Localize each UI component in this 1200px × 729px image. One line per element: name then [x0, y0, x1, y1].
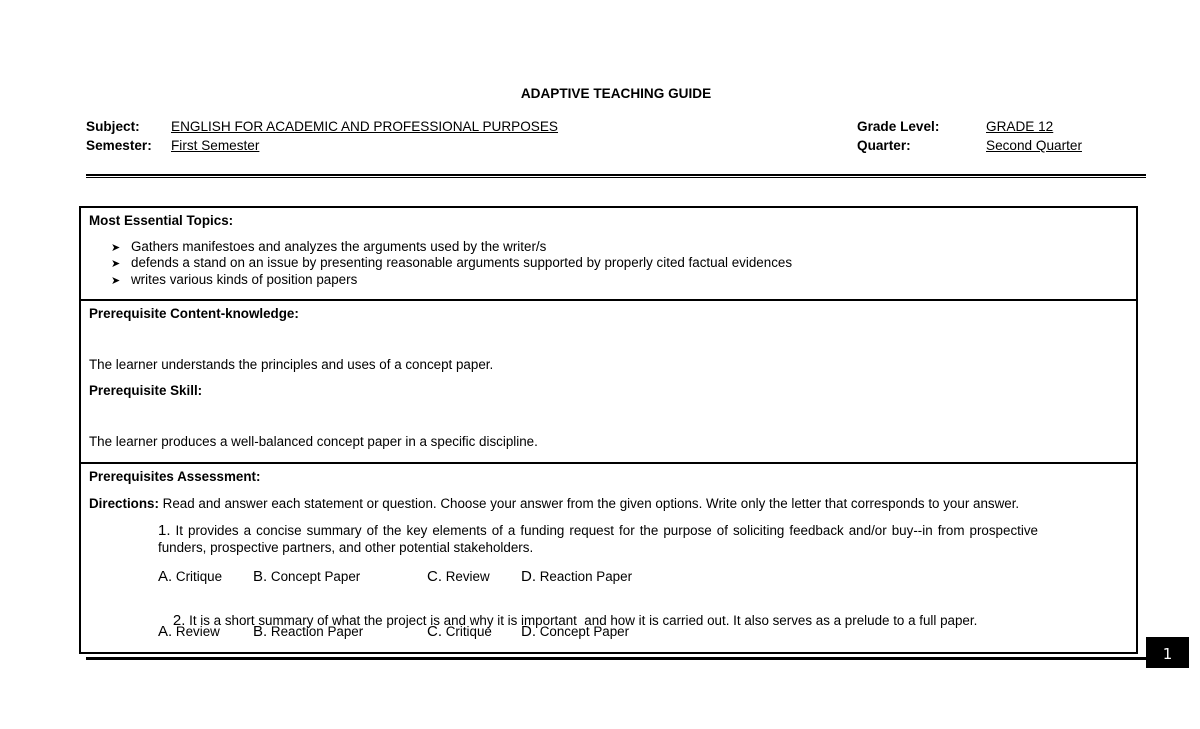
question-1 [158, 522, 1038, 556]
semester-label: Semester: [86, 138, 152, 153]
essential-topics-section [79, 206, 1138, 301]
list-item: ➤ Gathers manifestoes and analyzes the arguments used by the writer/s [111, 239, 547, 254]
option-c: C. Review [427, 568, 490, 585]
prerequisite-skill-heading: Prerequisite Skill: [89, 383, 203, 398]
page-number: 1 [1146, 637, 1189, 668]
option-a: A. Review [158, 623, 220, 640]
subject-value: ENGLISH FOR ACADEMIC AND PROFESSIONAL PURPOSES [171, 119, 559, 134]
directions [89, 496, 1019, 511]
arrow-bullet-icon: ➤ [111, 258, 121, 270]
option-d: D. Concept Paper [521, 623, 630, 640]
arrow-bullet-icon: ➤ [111, 242, 121, 254]
semester-value: First Semester [171, 138, 260, 153]
subject-label: Subject: [86, 119, 140, 134]
prerequisite-content-text: The learner understands the principles and uses of a concept paper. [89, 357, 494, 372]
prerequisite-skill-text: The learner produces a well-balanced concept paper in a specific discipline. [89, 434, 538, 449]
prerequisite-content-heading: Prerequisite Content-knowledge: [89, 306, 299, 321]
assessment-section [79, 462, 1138, 654]
essential-topics-heading: Most Essential Topics: [89, 213, 234, 228]
grade-level-value: GRADE 12 [986, 119, 1054, 134]
option-d: D. Reaction Paper [521, 568, 633, 585]
question-text: It provides a concise summary of the key elements of a funding request for the purpose of soliciting feedback and/or buy--in from prospective funders, prospective partners, and other potential stakeholders. [158, 523, 1038, 555]
prerequisites-section [79, 299, 1138, 464]
option-a: A. Critique [158, 568, 223, 585]
footer-rule [86, 657, 1146, 660]
assessment-heading: Prerequisites Assessment: [89, 469, 261, 484]
question-number: 1. [158, 522, 171, 539]
option-b: B. Concept Paper [253, 568, 361, 585]
directions-label: Directions: [89, 496, 159, 511]
option-c: C. Critique [427, 623, 492, 640]
option-b: B. Reaction Paper [253, 623, 364, 640]
quarter-label: Quarter: [857, 138, 911, 153]
arrow-bullet-icon: ➤ [111, 275, 121, 287]
grade-level-label: Grade Level: [857, 119, 940, 134]
question-text: It is a short summary of what the project is and why it is important and how it is carried out. It also serves as a prelude to a full paper. [185, 613, 978, 628]
list-item: ➤ writes various kinds of position papers [111, 272, 358, 287]
header-rule-thick [86, 174, 1146, 176]
question-number: 2. [172, 612, 186, 629]
document-title: ADAPTIVE TEACHING GUIDE [520, 86, 712, 101]
header-rule-thin [86, 177, 1146, 178]
directions-text: Read and answer each statement or question. Choose your answer from the given options. Write only the letter that corresponds to your answer. [158, 496, 1020, 511]
list-item: ➤ defends a stand on an issue by presenting reasonable arguments supported by properly cited factual evidences [111, 255, 793, 270]
quarter-value: Second Quarter [986, 138, 1082, 153]
